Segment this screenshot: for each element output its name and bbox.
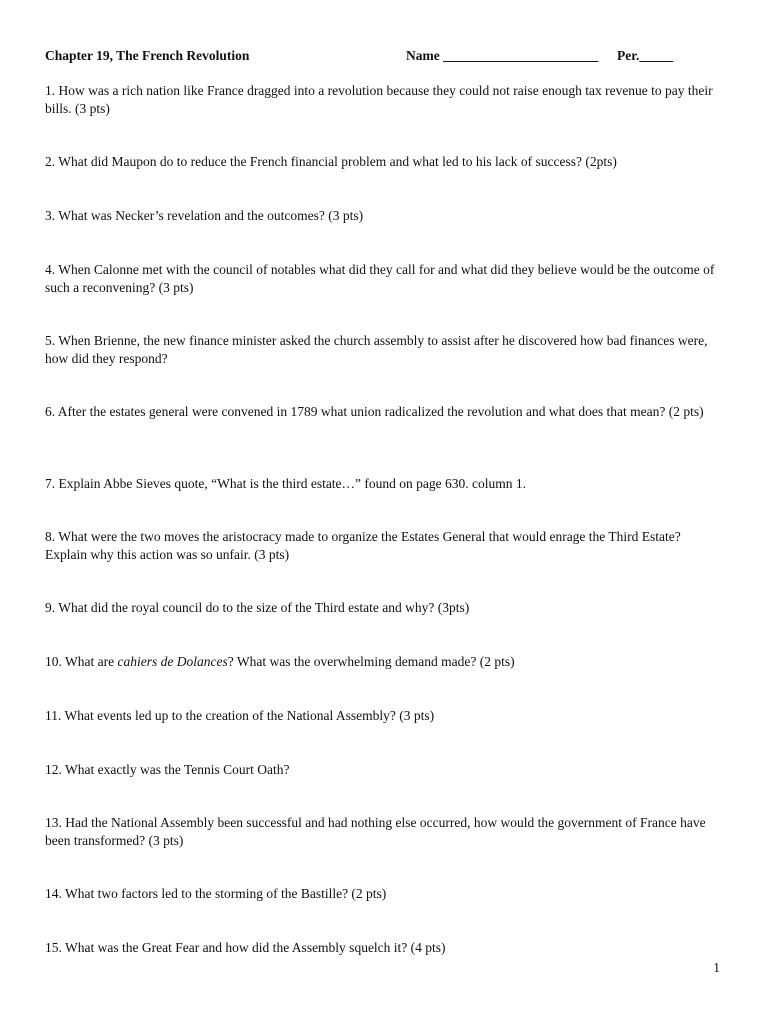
- question-6: 6. After the estates general were convened in 1789 what union radicalized the revolution and what does that mean? (2 pts): [45, 404, 704, 419]
- name-field: Name _______________________: [406, 48, 599, 63]
- question-11: 11. What events led up to the creation of the National Assembly? (3 pts): [45, 708, 435, 723]
- question-10: [45, 653, 725, 671]
- question-15: 15. What was the Great Fear and how did the Assembly squelch it? (4 pts): [45, 940, 446, 955]
- question-7: 7. Explain Abbe Sieves quote, “What is the third estate…” found on page 630. column 1.: [45, 476, 527, 491]
- question-14: 14. What two factors led to the storming of the Bastille? (2 pts): [45, 886, 387, 901]
- question-9: 9. What did the royal council do to the size of the Third estate and why? (3pts): [45, 600, 470, 615]
- question-1: 1. How was a rich nation like France dragged into a revolution because they could not raise enough tax revenue to pay their bills. (3 pts): [45, 83, 713, 116]
- question-4: 4. When Calonne met with the council of notables what did they call for and what did they believe would be the outcome of such a reconvening? (3 pts): [45, 262, 715, 295]
- question-8: 8. What were the two moves the aristocracy made to organize the Estates General that would enrage the Third Estate? Explain why this action was so unfair. (3 pts): [45, 529, 681, 562]
- question-10-prefix: 10. What are: [45, 654, 118, 669]
- question-10-suffix: ? What was the overwhelming demand made? (2 pts): [227, 654, 515, 669]
- period-field: Per._____: [617, 48, 674, 63]
- question-12: 12. What exactly was the Tennis Court Oath?: [45, 762, 290, 777]
- worksheet-title: Chapter 19, The French Revolution: [45, 48, 250, 63]
- question-5: 5. When Brienne, the new finance minister asked the church assembly to assist after he discovered how bad finances were, how did they respond?: [45, 333, 708, 366]
- page-number: 1: [713, 960, 720, 975]
- question-2: 2. What did Maupon do to reduce the French financial problem and what led to his lack of success? (2pts): [45, 154, 617, 169]
- question-10-term: cahiers de Dolances: [117, 654, 228, 669]
- question-13: 13. Had the National Assembly been successful and had nothing else occurred, how would the government of France have been transformed? (3 pts): [45, 815, 706, 848]
- question-3: 3. What was Necker’s revelation and the outcomes? (3 pts): [45, 208, 364, 223]
